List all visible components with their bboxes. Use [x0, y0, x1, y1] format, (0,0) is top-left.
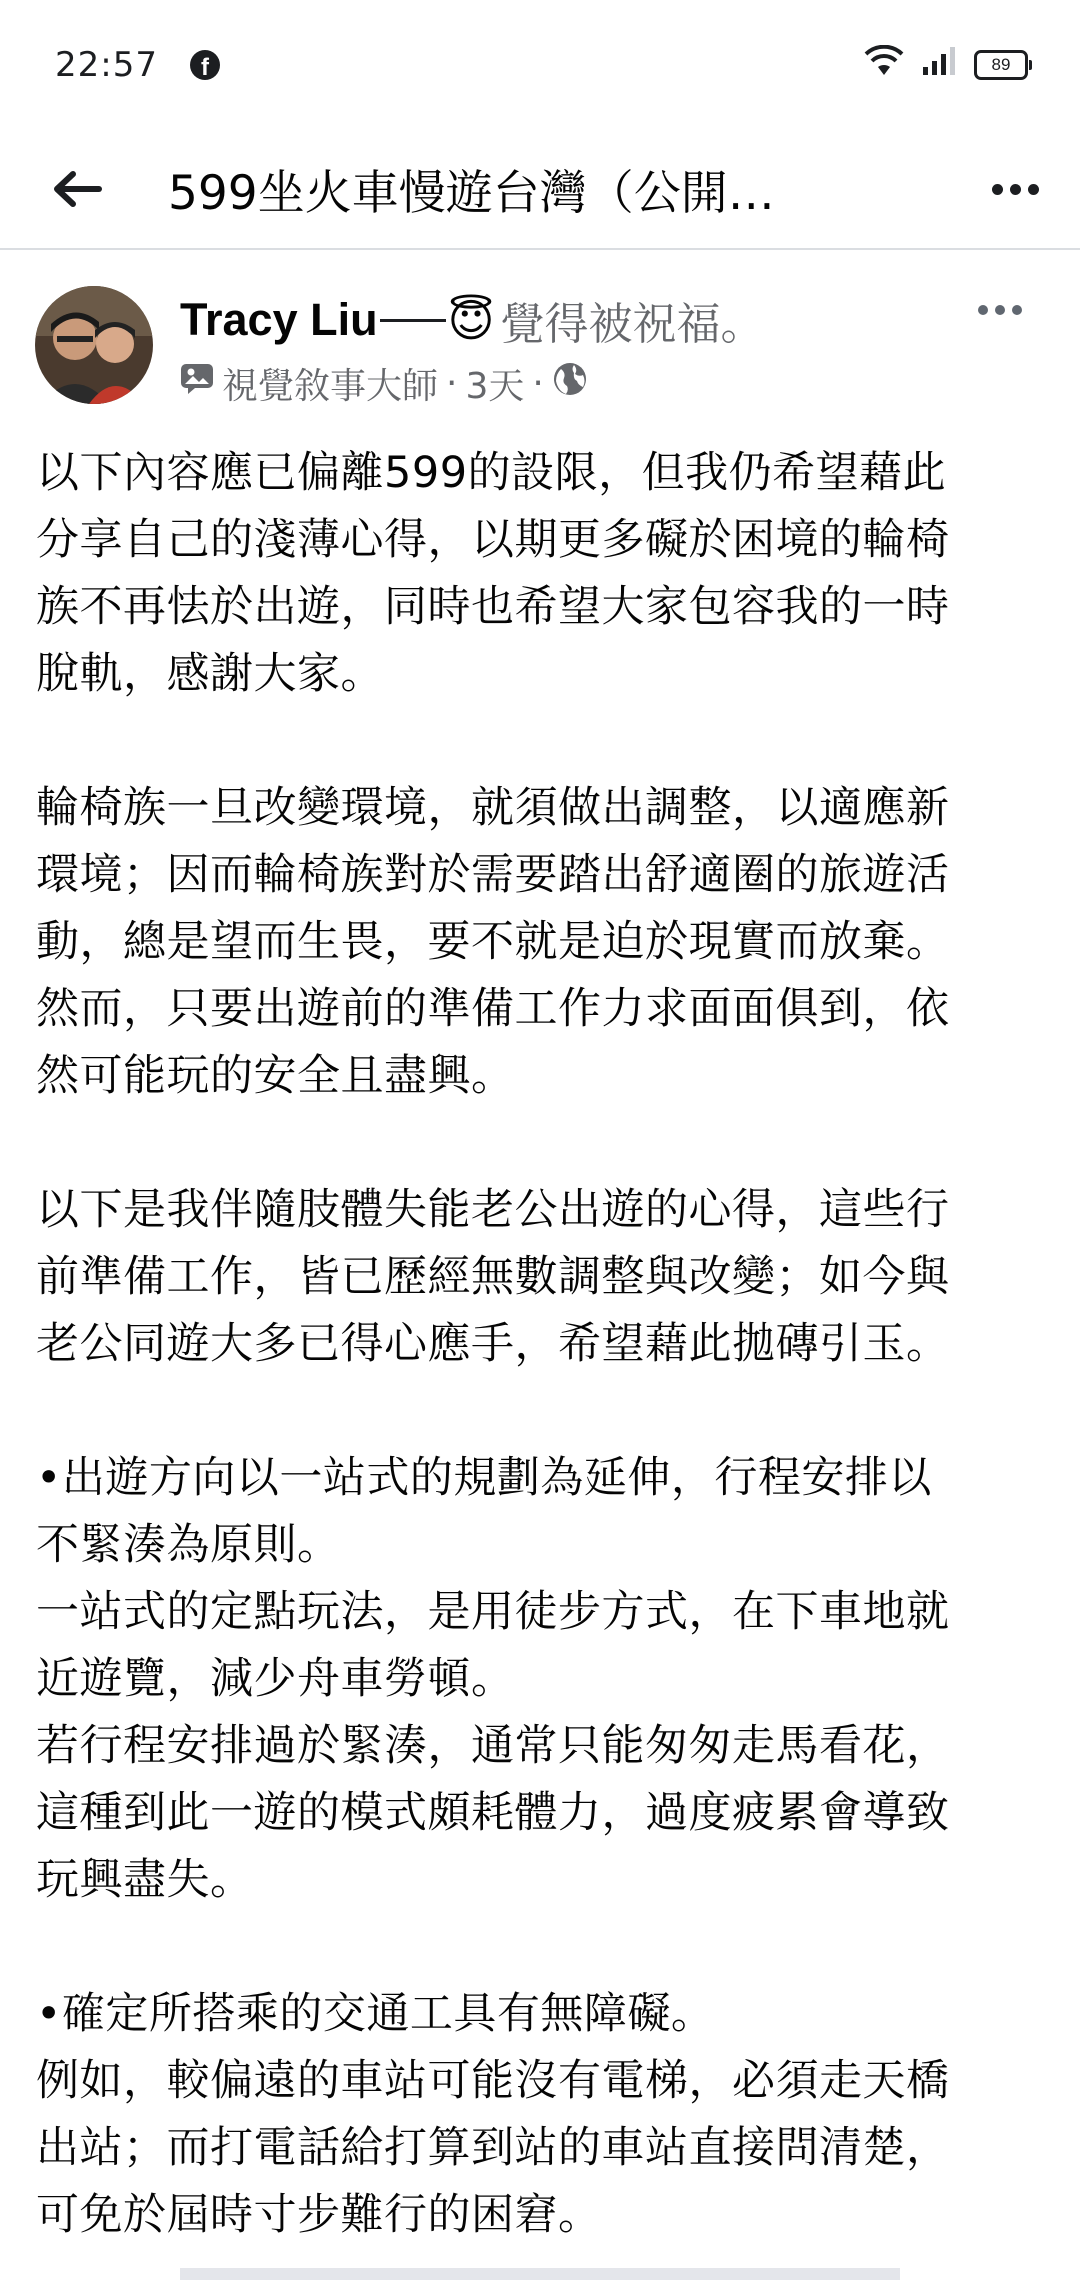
paragraph-gap — [36, 708, 1051, 775]
post-text-line: 近遊覽，減少舟車勞頓。 — [36, 1654, 515, 1704]
post-text-line: 出站；而打電話給打算到站的車站直接問清楚， — [36, 2123, 950, 2173]
paragraph-gap — [36, 1914, 1051, 1981]
author-badge[interactable]: 視覺敘事大師 — [222, 366, 439, 407]
post-text-line: 不緊湊為原則。 — [36, 1520, 341, 1570]
post-text-line: 動，總是望而生畏，要不就是迫於現實而放棄。 — [36, 917, 950, 967]
post-text-line: 這種到此一遊的模式頗耗體力，過度疲累會導致 — [36, 1788, 950, 1838]
globe-icon[interactable] — [552, 361, 588, 406]
status-icons — [864, 45, 1028, 86]
post-text-line: 前準備工作，皆已歷經無數調整與改變；如今與 — [36, 1252, 950, 1302]
paragraph-gap — [36, 1378, 1051, 1445]
meta-separator: · — [446, 363, 458, 404]
badge-icon — [180, 363, 214, 404]
status-bar — [0, 0, 1080, 130]
author-avatar[interactable] — [35, 286, 153, 404]
post-paragraph — [36, 1445, 1051, 1914]
post-text-line: 可免於屆時寸步難行的困窘。 — [36, 2190, 602, 2240]
post-body — [36, 440, 1051, 2249]
arrow-left-icon — [51, 169, 103, 209]
back-button[interactable] — [0, 129, 170, 249]
more-icon — [992, 184, 1039, 195]
post-paragraph — [36, 1177, 1051, 1378]
wifi-icon — [864, 45, 904, 86]
post-text-line: 輪椅族一旦改變環境，就須做出調整，以適應新 — [36, 783, 950, 833]
post-text-line: 脫軌，感謝大家。 — [36, 649, 384, 699]
post-text-line: 玩興盡失。 — [36, 1855, 254, 1905]
post-text-line: 然可能玩的安全且盡興。 — [36, 1051, 515, 1101]
post-paragraph — [36, 775, 1051, 1110]
post-header — [0, 250, 1080, 420]
post-text-line: 以下是我伴隨肢體失能老公出遊的心得，這些行 — [36, 1185, 950, 1235]
battery-level: 89 — [991, 55, 1011, 74]
signal-icon — [922, 45, 956, 85]
post-text-line: •確定所搭乘的交通工具有無障礙。 — [36, 1989, 715, 2039]
post-text-line: 分享自己的淺薄心得，以期更多礙於困境的輪椅 — [36, 515, 950, 565]
post-text-line: 族不再怯於出遊，同時也希望大家包容我的一時 — [36, 582, 950, 632]
meta-separator: · — [532, 363, 544, 404]
post-text-line: 以下內容應已偏離599的設限，但我仍希望藉此 — [36, 448, 947, 498]
post-paragraph — [36, 1981, 1051, 2249]
paragraph-gap — [36, 1110, 1051, 1177]
post-text-line: 然而，只要出遊前的準備工作力求面面俱到，依 — [36, 984, 950, 1034]
post-text-line: 例如，較偏遠的車站可能沒有電梯，必須走天橋 — [36, 2056, 950, 2106]
post-meta — [180, 358, 588, 409]
partial-image-strip — [180, 2268, 900, 2280]
author-line — [180, 288, 765, 352]
feeling-dash — [380, 319, 446, 322]
top-navigation-bar — [0, 130, 1080, 250]
post-text-line: 環境；因而輪椅族對於需要踏出舒適圈的旅遊活 — [36, 850, 950, 900]
facebook-notification-icon: f — [190, 50, 220, 80]
more-options-button[interactable] — [950, 129, 1080, 249]
post-paragraph — [36, 440, 1051, 708]
post-time[interactable]: 3天 — [465, 366, 525, 407]
post-text-line: 一站式的定點玩法，是用徒步方式，在下車地就 — [36, 1587, 950, 1637]
more-icon — [978, 305, 1022, 315]
group-title: 599坐火車慢遊台灣（公開… — [168, 165, 775, 221]
feeling-text: 覺得被祝福。 — [500, 299, 765, 350]
innocent-face-emoji-icon: 😇 — [447, 293, 495, 347]
post-more-button[interactable] — [950, 280, 1050, 340]
post-text-line: 若行程安排過於緊湊，通常只能匆匆走馬看花， — [36, 1721, 950, 1771]
author-name[interactable]: Tracy Liu — [180, 294, 378, 345]
battery-icon — [974, 50, 1028, 80]
status-time: 22:57 — [55, 45, 158, 85]
post-text-line: 老公同遊大多已得心應手，希望藉此拋磚引玉。 — [36, 1319, 950, 1369]
post-text-line: •出遊方向以一站式的規劃為延伸，行程安排以 — [36, 1453, 932, 1503]
